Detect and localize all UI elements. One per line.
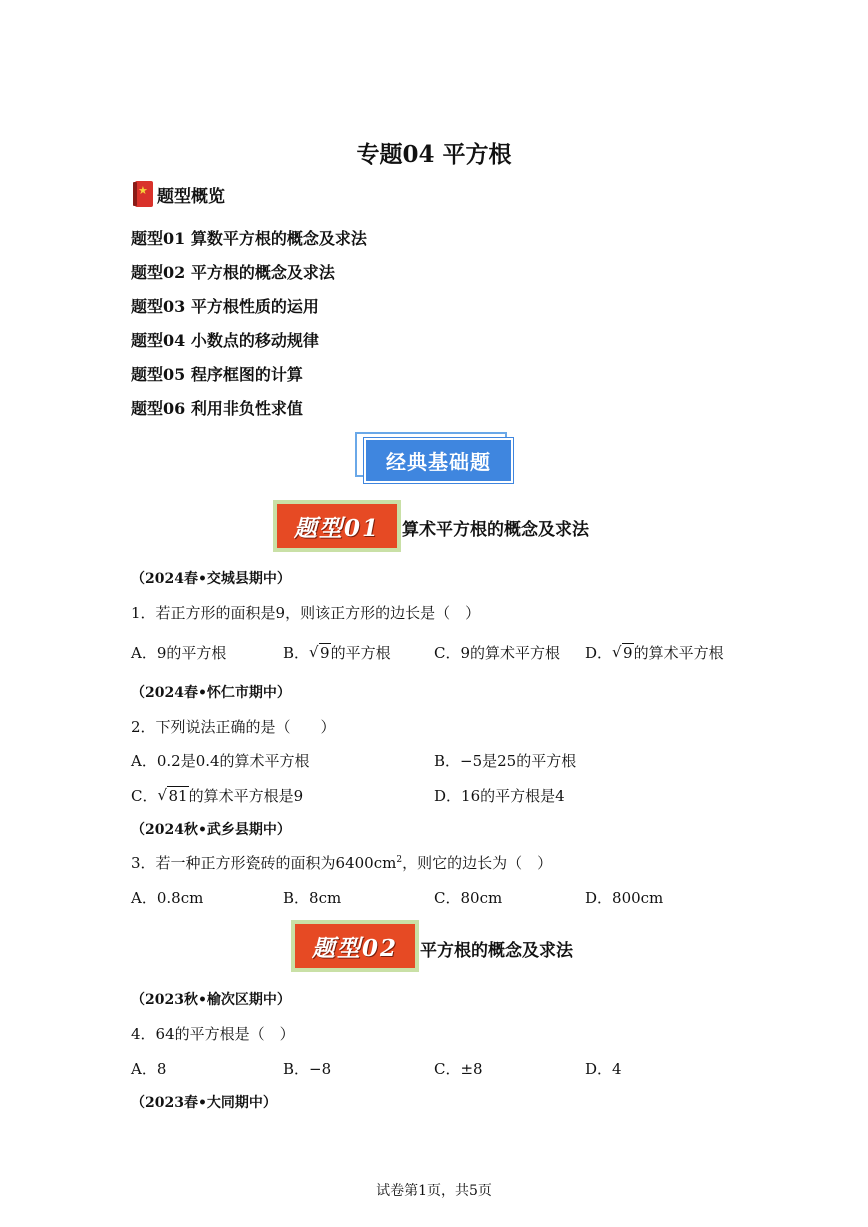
option-c: C．±8 xyxy=(434,1060,483,1078)
question-stem: 3．若一种正方形瓷砖的面积为$6400cm^2$，则它的边长为（ ） xyxy=(131,854,553,872)
option-b: B．−8 xyxy=(283,1060,332,1078)
option-a: A．9的平方根 xyxy=(131,644,227,662)
toc-item: 题型04 小数点的移动规律 xyxy=(131,331,319,350)
option-a: A．8 xyxy=(131,1060,167,1078)
section-title: 平方根的概念及求法 xyxy=(420,941,573,961)
sqrt-symbol: √ 9 xyxy=(309,643,330,662)
badge-label: 题型02 xyxy=(295,924,415,968)
overview-heading xyxy=(133,180,225,208)
option-a: A．0.8cm xyxy=(131,889,204,907)
sqrt-symbol: √ 81 xyxy=(157,786,188,805)
badge-label: 题型01 xyxy=(277,504,397,548)
question-type-badge xyxy=(273,500,401,552)
question-stem: 2．下列说法正确的是（ ） xyxy=(131,718,336,736)
section-banner-label: 经典基础题 xyxy=(364,438,513,483)
option-c: C．9的算术平方根 xyxy=(434,644,561,662)
question-source: （2024春•交城县期中） xyxy=(131,571,291,587)
question-source: （2024秋•武乡县期中） xyxy=(131,822,291,838)
section-title: 算术平方根的概念及求法 xyxy=(402,520,589,540)
option-d: D．16的平方根是4 xyxy=(434,787,565,805)
red-book-icon: ★ xyxy=(133,181,153,207)
toc-item: 题型03 平方根性质的运用 xyxy=(131,297,319,316)
page-title: 专题04 平方根 xyxy=(356,141,512,168)
option-a: A．0.2是0.4的算术平方根 xyxy=(131,752,310,770)
question-source: （2023春•大同期中） xyxy=(131,1095,277,1111)
option-b: B． √ 9的平方根 xyxy=(283,643,391,662)
question-stem: 4．64的平方根是（ ） xyxy=(131,1025,295,1043)
option-d: D．4 xyxy=(585,1060,622,1078)
question-stem: 1．若正方形的面积是9，则该正方形的边长是（ ） xyxy=(131,604,481,622)
question-type-badge xyxy=(291,920,419,972)
question-source: （2024春•怀仁市期中） xyxy=(131,685,291,701)
toc-item: 题型06 利用非负性求值 xyxy=(131,399,303,418)
option-c: C．80cm xyxy=(434,889,503,907)
toc-item: 题型02 平方根的概念及求法 xyxy=(131,263,335,282)
sqrt-symbol: √ 9 xyxy=(612,643,633,662)
toc-item: 题型01 算数平方根的概念及求法 xyxy=(131,229,367,248)
option-b: B．8cm xyxy=(283,889,342,907)
option-b: B．−5是25的平方根 xyxy=(434,752,577,770)
option-d: D． √ 9的算术平方根 xyxy=(585,643,724,662)
overview-label: 题型概览 xyxy=(157,186,225,207)
question-source: （2023秋•榆次区期中） xyxy=(131,992,291,1008)
page-footer: 试卷第1页，共5页 xyxy=(376,1183,492,1199)
section-banner xyxy=(355,432,513,483)
option-d: D．800cm xyxy=(585,889,664,907)
option-c: C． √ 81的算术平方根是9 xyxy=(131,786,304,805)
toc-item: 题型05 程序框图的计算 xyxy=(131,365,303,384)
